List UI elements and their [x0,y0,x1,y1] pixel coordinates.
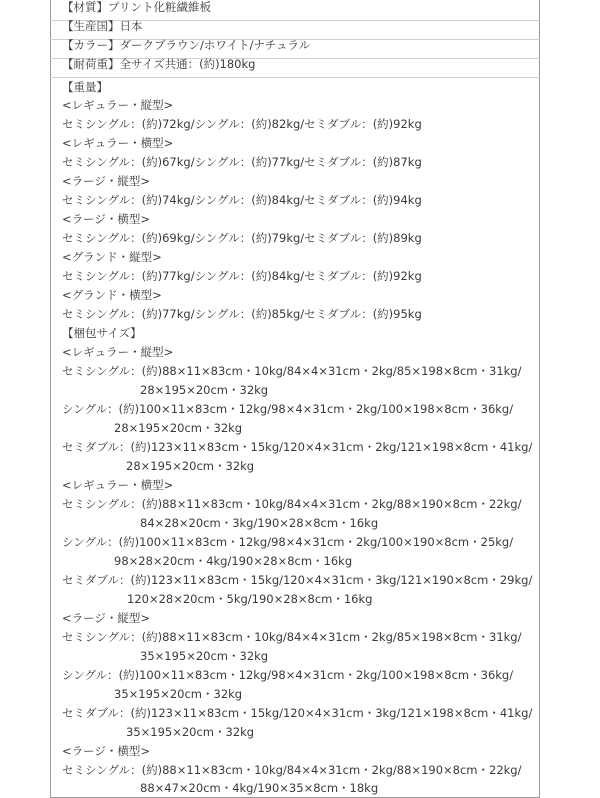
package-row-continued: 35×195×20cm・32kg [114,687,243,701]
weight-group-text: セミシングル：(約)67kg/シングル：(約)77kg/セミダブル：(約)87kg [62,155,422,169]
material-row: 【材質】プリント化粧繊維板 [62,0,212,14]
package-row-continued: 84×28×20cm・3kg/190×28×8cm・16kg [140,516,379,530]
package-row: セミダブル：(約)123×11×83cm・15kg/120×4×31cm・3kg/121×190×8cm・29kg/ [62,573,533,587]
weight-group-label: <レギュラー・縦型> [62,98,174,112]
package-row: セミシングル：(約)88×11×83cm・10kg/84×4×31cm・2kg/88×190×8cm・22kg/ [62,763,522,777]
package-row-continued: 35×195×20cm・32kg [140,649,269,663]
row-divider [50,77,540,78]
weight-group-label: <グランド・縦型> [62,250,162,264]
package-group-label: <ラージ・縦型> [62,611,151,625]
package-row: セミダブル：(約)123×11×83cm・15kg/120×4×31cm・3kg/121×198×8cm・41kg/ [62,706,533,720]
weight-group-text: セミシングル：(約)74kg/シングル：(約)84kg/セミダブル：(約)94kg [62,193,422,207]
package-row-continued: 98×28×20cm・4kg/190×28×8cm・16kg [114,554,353,568]
package-row: セミダブル：(約)123×11×83cm・15kg/120×4×31cm・2kg/121×198×8cm・41kg/ [62,440,533,454]
package-row-continued: 28×195×20cm・32kg [114,421,243,435]
weight-group-label: <レギュラー・横型> [62,136,174,150]
weight-group-text: セミシングル：(約)69kg/シングル：(約)79kg/セミダブル：(約)89kg [62,231,422,245]
origin-row: 【生産国】日本 [62,19,143,33]
weight-group-text: セミシングル：(約)77kg/シングル：(約)84kg/セミダブル：(約)92kg [62,269,422,283]
package-row-continued: 35×195×20cm・32kg [126,725,255,739]
weight-group-label: <ラージ・縦型> [62,174,151,188]
load-row: 【耐荷重】全サイズ共通：(約)180kg [62,57,256,71]
package-group-label: <ラージ・横型> [62,744,151,758]
package-row-continued: 28×195×20cm・32kg [140,383,269,397]
package-row: シングル：(約)100×11×83cm・12kg/98×4×31cm・2kg/100×198×8cm・36kg/ [62,668,514,682]
package-group-label: <レギュラー・横型> [62,478,174,492]
package-row: セミシングル：(約)88×11×83cm・10kg/84×4×31cm・2kg/88×190×8cm・22kg/ [62,497,522,511]
package-group-label: <レギュラー・縦型> [62,345,174,359]
package-row-continued: 120×28×20cm・5kg/190×28×8cm・16kg [127,592,373,606]
package-row-continued: 28×195×20cm・32kg [126,459,255,473]
package-row: セミシングル：(約)88×11×83cm・10kg/84×4×31cm・2kg/85×198×8cm・31kg/ [62,630,522,644]
package-row: セミシングル：(約)88×11×83cm・10kg/84×4×31cm・2kg/85×198×8cm・31kg/ [62,364,522,378]
package-row: シングル：(約)100×11×83cm・12kg/98×4×31cm・2kg/100×198×8cm・36kg/ [62,402,514,416]
color-row: 【カラー】ダークブラウン/ホワイト/ナチュラル [62,38,311,52]
package-row-continued: 88×47×20cm・4kg/190×35×8cm・18kg [140,781,379,795]
weight-group-text: セミシングル：(約)72kg/シングル：(約)82kg/セミダブル：(約)92kg [62,117,422,131]
package-heading: 【梱包サイズ】 [62,326,142,340]
package-row: シングル：(約)100×11×83cm・12kg/98×4×31cm・2kg/100×190×8cm・25kg/ [62,535,514,549]
weight-heading: 【重量】 [62,80,108,94]
weight-group-label: <グランド・横型> [62,288,162,302]
weight-group-label: <ラージ・横型> [62,212,151,226]
weight-group-text: セミシングル：(約)77kg/シングル：(約)85kg/セミダブル：(約)95kg [62,307,422,321]
